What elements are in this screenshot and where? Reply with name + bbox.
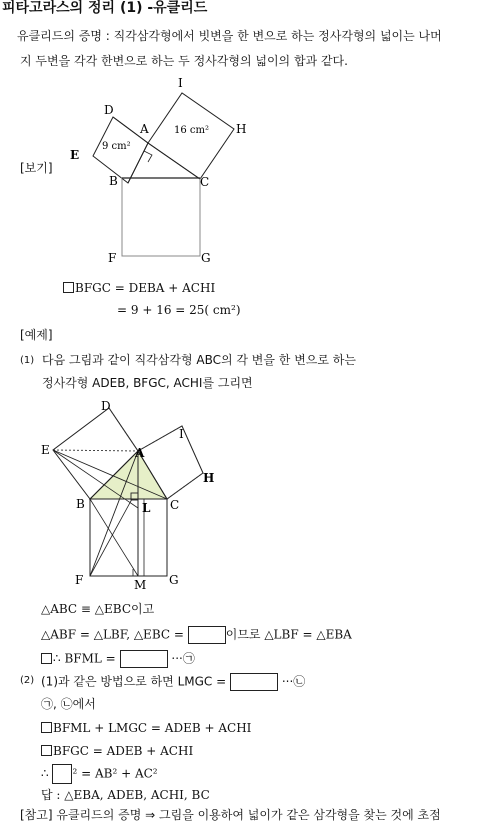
equation-line-2: = 9 + 16 = 25( cm²) xyxy=(117,303,241,317)
fig1-label-F: F xyxy=(108,251,117,265)
figure-1-diagram xyxy=(60,75,260,270)
square-symbol xyxy=(41,745,52,756)
fig1-area-large: 16 cm² xyxy=(174,125,209,136)
fig1-label-D: D xyxy=(104,103,114,117)
p2-number: (2) xyxy=(20,675,35,686)
proof-line-1: △ABC ≡ △EBC이고 xyxy=(41,602,155,616)
answer-blank-1[interactable] xyxy=(188,626,226,644)
proof-line-5: ㉠, ㉡에서 xyxy=(41,697,96,711)
fig2-label-A: A xyxy=(135,446,145,460)
fig1-label-I: I xyxy=(178,76,183,90)
problem-label: [예제] xyxy=(20,328,53,342)
note-line: [참고] 유클리드의 증명 ⇒ 그림을 이용하여 넓이가 같은 삼각형을 찾는 것에 초점 xyxy=(20,808,441,822)
answer-blank-3[interactable] xyxy=(230,673,278,691)
figure-2-diagram xyxy=(35,398,225,593)
equation-line-1: BFGC = DEBA + ACHI xyxy=(63,281,215,295)
p1-number: (1) xyxy=(20,355,35,366)
square-symbol xyxy=(41,653,52,664)
proof-line-4: (1)과 같은 방법으로 하면 LMGC = ···㉡ xyxy=(41,673,305,691)
proof-line-8: ∴ ² = AB² + AC² xyxy=(41,764,158,784)
fig1-label-E: E xyxy=(70,148,80,162)
answer-line: 답 : △EBA, ADEB, ACHI, BC xyxy=(41,788,210,802)
square-symbol xyxy=(41,722,52,733)
example-label: [보기] xyxy=(20,161,53,175)
proof-line-3: ∴ BFML = ···㉠ xyxy=(41,650,195,668)
fig2-label-L: L xyxy=(142,501,151,515)
p1-line-1: 다음 그림과 같이 직각삼각형 ABC의 각 변을 한 변으로 하는 xyxy=(42,353,356,367)
proof-line-6: BFML + LMGC = ADEB + ACHI xyxy=(41,721,251,735)
fig2-label-I: I xyxy=(179,427,184,441)
answer-blank-4[interactable] xyxy=(52,764,72,784)
fig2-label-G: G xyxy=(169,573,179,587)
fig2-label-D: D xyxy=(101,399,111,413)
fig1-label-B: B xyxy=(109,174,118,188)
proof-line-7: BFGC = ADEB + ACHI xyxy=(41,744,193,758)
square-symbol xyxy=(63,282,74,293)
fig2-label-M: M xyxy=(134,578,147,592)
fig2-label-H: H xyxy=(203,471,215,485)
page-title: 피타고라스의 정리 (1) -유클리드 xyxy=(2,0,208,16)
fig1-area-small: 9 cm² xyxy=(102,141,131,152)
intro-line-2: 지 두변을 각각 한변으로 하는 두 정사각형의 넓이의 합과 같다. xyxy=(20,54,348,68)
proof-line-2: △ABF = △LBF, △EBC = 이므로 △LBF = △EBA xyxy=(41,626,352,644)
fig1-label-G: G xyxy=(201,251,211,265)
answer-blank-2[interactable] xyxy=(120,650,168,668)
intro-line-1: 유클리드의 증명 : 직각삼각형에서 빗변을 한 변으로 하는 정사각형의 넓이는 나머 xyxy=(17,29,442,43)
fig1-label-C: C xyxy=(200,175,210,189)
fig1-label-H: H xyxy=(236,122,247,136)
fig2-label-E: E xyxy=(41,443,50,457)
fig1-label-A: A xyxy=(140,122,149,136)
fig2-label-B: B xyxy=(76,497,85,511)
p1-line-2: 정사각형 ADEB, BFGC, ACHI를 그리면 xyxy=(42,376,253,390)
fig2-label-C: C xyxy=(170,498,180,512)
fig2-label-F: F xyxy=(75,573,84,587)
